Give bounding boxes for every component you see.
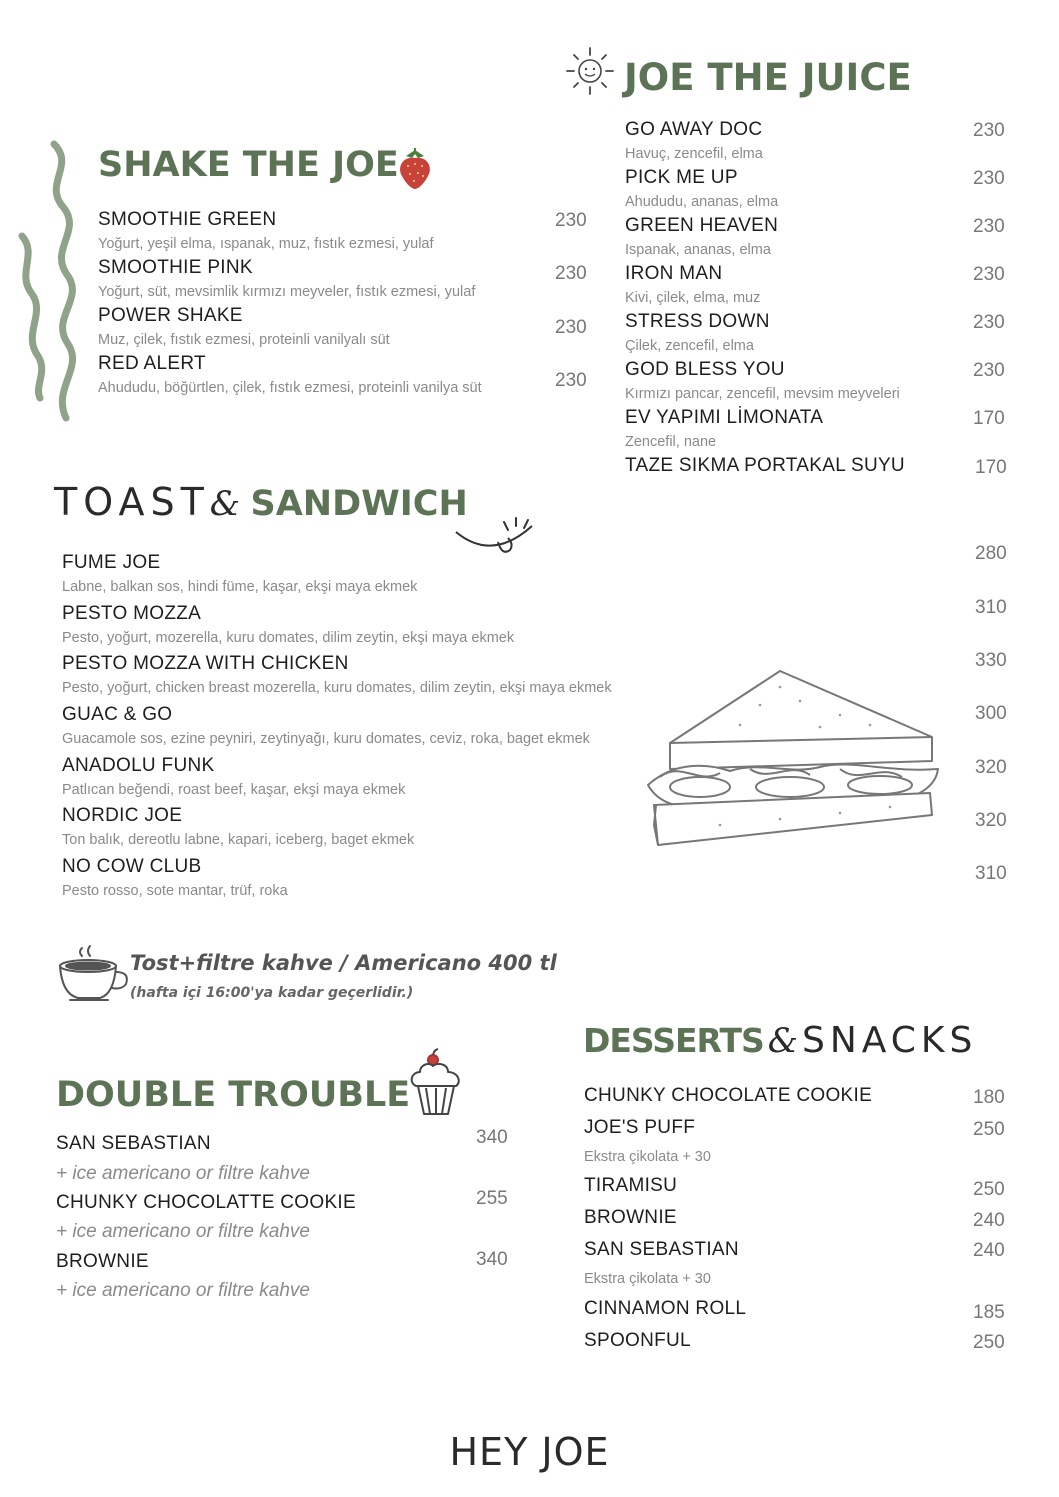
menu-item-name: SAN SEBASTIAN [584,1239,739,1260]
menu-item-price: 250 [973,1119,1005,1140]
menu-item-name: BROWNIE [56,1251,149,1272]
menu-item-name: CHUNKY CHOCOLATE COOKIE [584,1085,873,1106]
menu-item-desc: Ahududu, ananas, elma [625,194,779,210]
juice-title: JOE THE JUICE [624,56,912,99]
menu-item-desc: Kivi, çilek, elma, muz [625,290,761,306]
menu-item-price: 230 [555,263,587,284]
promo-line-1: Tost+filtre kahve / Americano 400 tl [130,951,557,975]
menu-item-name: TAZE SIKMA PORTAKAL SUYU [625,455,905,476]
menu-item-name: GOD BLESS YOU [625,359,785,380]
menu-item-desc: Çilek, zencefil, elma [625,338,754,354]
wavy-lines-icon [12,136,82,426]
menu-item-desc: Pesto, yoğurt, chicken breast mozerella, kuru domates, dilim zeytin, ekşi maya ekmek [62,680,612,696]
menu-item-price: 230 [555,370,587,391]
menu-item-name: SMOOTHIE PINK [98,257,253,278]
toast-title-a: TOAST [54,480,210,524]
menu-item-price: 300 [975,703,1007,724]
menu-item-price: 240 [973,1210,1005,1231]
menu-item-desc: Kırmızı pancar, zencefil, mevsim meyveleri [625,386,900,402]
menu-item-price: 230 [555,317,587,338]
menu-item-desc: Pesto rosso, sote mantar, trüf, roka [62,883,288,899]
menu-item-price: 330 [975,650,1007,671]
menu-item-name: ANADOLU FUNK [62,755,215,776]
menu-item-note: + ice americano or filtre kahve [56,1280,310,1301]
footer-brand: HEY JOE [449,1430,610,1474]
menu-item-name: GUAC & GO [62,704,173,725]
menu-item-desc: Ispanak, ananas, elma [625,242,771,258]
menu-item-note: + ice americano or filtre kahve [56,1163,310,1184]
menu-item-desc: Ahududu, böğürtlen, çilek, fıstık ezmesi, proteinli vanilya süt [98,380,482,396]
menu-item-name: TIRAMISU [584,1175,678,1196]
menu-item-price: 230 [973,168,1005,189]
toast-title [54,480,468,524]
menu-item-desc: Ekstra çikolata + 30 [584,1271,711,1287]
promo-line-2: (hafta içi 16:00'ya kadar geçerlidir.) [130,985,414,1001]
menu-item-desc: Ekstra çikolata + 30 [584,1149,711,1165]
menu-item-price: 255 [476,1188,508,1209]
menu-item-price: 170 [975,457,1007,478]
menu-item-name: CHUNKY CHOCOLATTE COOKIE [56,1192,356,1213]
coffee-cup-icon [56,944,132,1004]
shake-title: SHAKE THE JOE [98,145,399,185]
menu-item-desc: Yoğurt, yeşil elma, ıspanak, muz, fıstık ezmesi, yulaf [98,236,434,252]
menu-item-name: SAN SEBASTIAN [56,1133,211,1154]
menu-item-name: CINNAMON ROLL [584,1298,747,1319]
menu-item-desc: Ton balık, dereotlu labne, kapari, iceberg, baget ekmek [62,832,415,848]
menu-item-price: 180 [973,1087,1005,1108]
menu-item-desc: Patlıcan beğendi, roast beef, kaşar, ekşi maya ekmek [62,782,406,798]
menu-item-name: NO COW CLUB [62,856,202,877]
desserts-title [583,1020,977,1061]
menu-item-name: FUME JOE [62,552,161,573]
menu-item-desc: Havuç, zencefil, elma [625,146,763,162]
menu-item-name: RED ALERT [98,353,206,374]
toast-title-b: SANDWICH [250,484,468,524]
menu-item-name: BROWNIE [584,1207,677,1228]
menu-item-price: 250 [973,1332,1005,1353]
menu-item-price: 230 [973,360,1005,381]
menu-item-desc: Muz, çilek, fıstık ezmesi, proteinli vanilyalı süt [98,332,390,348]
menu-item-name: JOE'S PUFF [584,1117,696,1138]
menu-item-price: 230 [973,312,1005,333]
menu-item-name: GREEN HEAVEN [625,215,779,236]
menu-item-price: 340 [476,1127,508,1148]
strawberry-icon [396,146,434,190]
menu-item-price: 250 [973,1179,1005,1200]
menu-item-price: 340 [476,1249,508,1270]
menu-item-price: 230 [555,210,587,231]
menu-item-price: 310 [975,597,1007,618]
desserts-title-a: DESSERTS [583,1021,764,1060]
menu-item-price: 310 [975,863,1007,884]
menu-item-name: SPOONFUL [584,1330,691,1351]
menu-item-name: NORDIC JOE [62,805,183,826]
sandwich-illustration [640,665,945,855]
menu-item-desc: Guacamole sos, ezine peyniri, zeytinyağı, kuru domates, ceviz, roka, baget ekmek [62,731,590,747]
menu-item-price: 230 [973,264,1005,285]
menu-item-price: 170 [973,408,1005,429]
menu-item-note: + ice americano or filtre kahve [56,1221,310,1242]
menu-item-desc: Labne, balkan sos, hindi füme, kaşar, ekşi maya ekmek [62,579,418,595]
desserts-title-b: SNACKS [802,1020,978,1061]
menu-item-name: PESTO MOZZA WITH CHICKEN [62,653,349,674]
menu-item-price: 230 [973,216,1005,237]
menu-item-price: 185 [973,1302,1005,1323]
menu-item-name: STRESS DOWN [625,311,770,332]
menu-item-price: 230 [973,120,1005,141]
menu-item-name: PESTO MOZZA [62,603,202,624]
menu-item-name: IRON MAN [625,263,723,284]
menu-item-name: GO AWAY DOC [625,119,763,140]
menu-item-desc: Zencefil, nane [625,434,717,450]
menu-item-desc: Pesto, yoğurt, mozerella, kuru domates, dilim zeytin, ekşi maya ekmek [62,630,515,646]
double-title: DOUBLE TROUBLE [56,1075,411,1115]
menu-item-price: 280 [975,543,1007,564]
menu-item-name: EV YAPIMI LİMONATA [625,407,824,428]
desserts-title-amp: & [767,1021,799,1061]
tongue-smile-icon [452,514,542,558]
menu-item-price: 320 [975,757,1007,778]
menu-item-name: PICK ME UP [625,167,738,188]
menu-item-name: SMOOTHIE GREEN [98,209,277,230]
sun-icon [564,46,616,96]
toast-title-amp: & [209,484,241,524]
menu-item-price: 320 [975,810,1007,831]
menu-item-price: 240 [973,1240,1005,1261]
menu-item-name: POWER SHAKE [98,305,243,326]
menu-item-desc: Yoğurt, süt, mevsimlik kırmızı meyveler, fıstık ezmesi, yulaf [98,284,476,300]
cupcake-icon [406,1048,466,1118]
